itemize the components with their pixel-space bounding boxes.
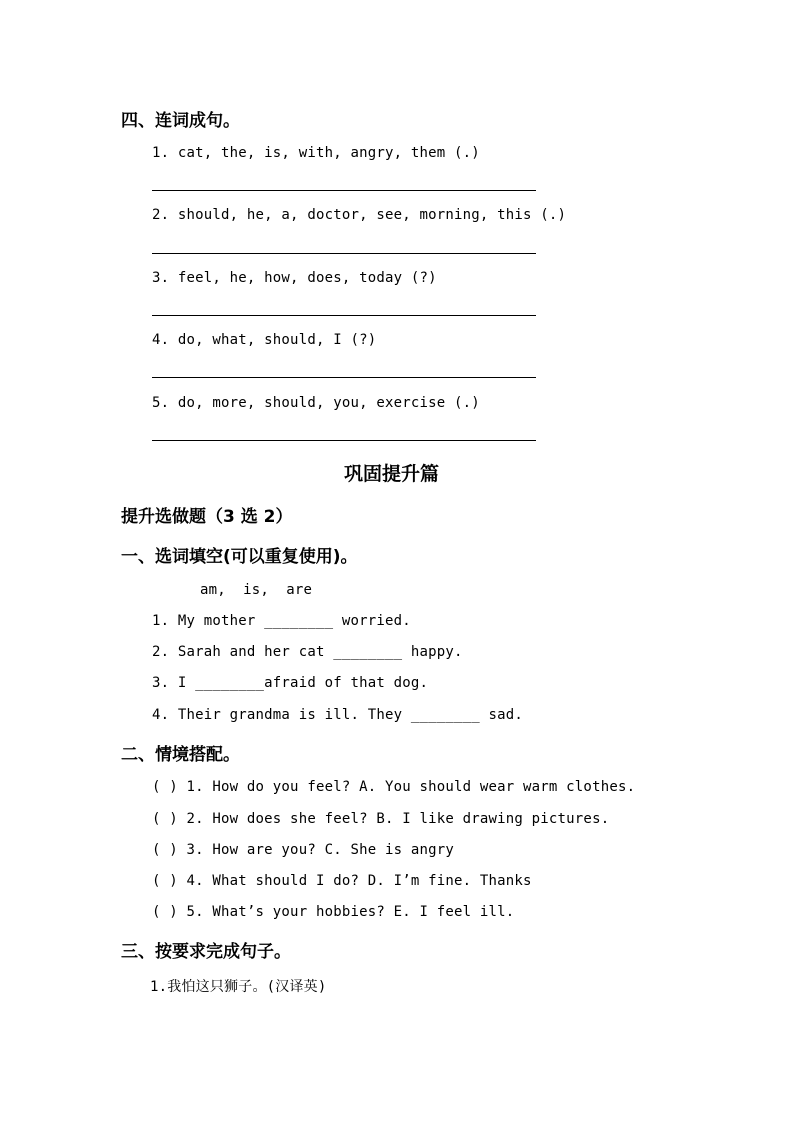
fill-item-1: 1. My mother ________ worried. <box>152 613 411 629</box>
match-item-3: ( ) 3. How are you? C. She is angry <box>152 842 455 858</box>
part3-heading: 三、按要求完成句子。 <box>121 942 291 962</box>
fill-item-3: 3. I ________afraid of that dog. <box>152 675 429 691</box>
answer-line-5 <box>152 440 536 441</box>
match-item-2: ( ) 2. How does she feel? B. I like drawing pictures. <box>152 811 610 827</box>
section-heading-4: 四、连词成句。 <box>121 111 240 131</box>
sentence-item-2: 2. should, he, a, doctor, see, morning, this (.) <box>152 207 567 223</box>
answer-line-4 <box>152 377 536 378</box>
fill-item-4: 4. Their grandma is ill. They ________ sad. <box>152 707 524 723</box>
answer-line-2 <box>152 253 536 254</box>
section-title: 巩固提升篇 <box>344 463 440 485</box>
part2-heading: 二、情境搭配。 <box>121 745 240 765</box>
answer-line-1 <box>152 190 536 191</box>
sentence-item-1: 1. cat, the, is, with, angry, them (.) <box>152 145 480 161</box>
part1-heading: 一、选词填空(可以重复使用)。 <box>121 547 358 567</box>
match-item-5: ( ) 5. What’s your hobbies? E. I feel ill. <box>152 904 515 920</box>
subtitle: 提升选做题（3 选 2） <box>121 507 293 527</box>
match-item-1: ( ) 1. How do you feel? A. You should wear warm clothes. <box>152 779 636 795</box>
answer-line-3 <box>152 315 536 316</box>
sentence-item-4: 4. do, what, should, I (?) <box>152 332 377 348</box>
fill-item-2: 2. Sarah and her cat ________ happy. <box>152 644 463 660</box>
translate-item-1: 1.我怕这只狮子。(汉译英) <box>150 979 327 995</box>
sentence-item-3: 3. feel, he, how, does, today (?) <box>152 270 437 286</box>
sentence-item-5: 5. do, more, should, you, exercise (.) <box>152 395 480 411</box>
match-item-4: ( ) 4. What should I do? D. I’m fine. Thanks <box>152 873 532 889</box>
word-bank: am, is, are <box>200 582 313 598</box>
